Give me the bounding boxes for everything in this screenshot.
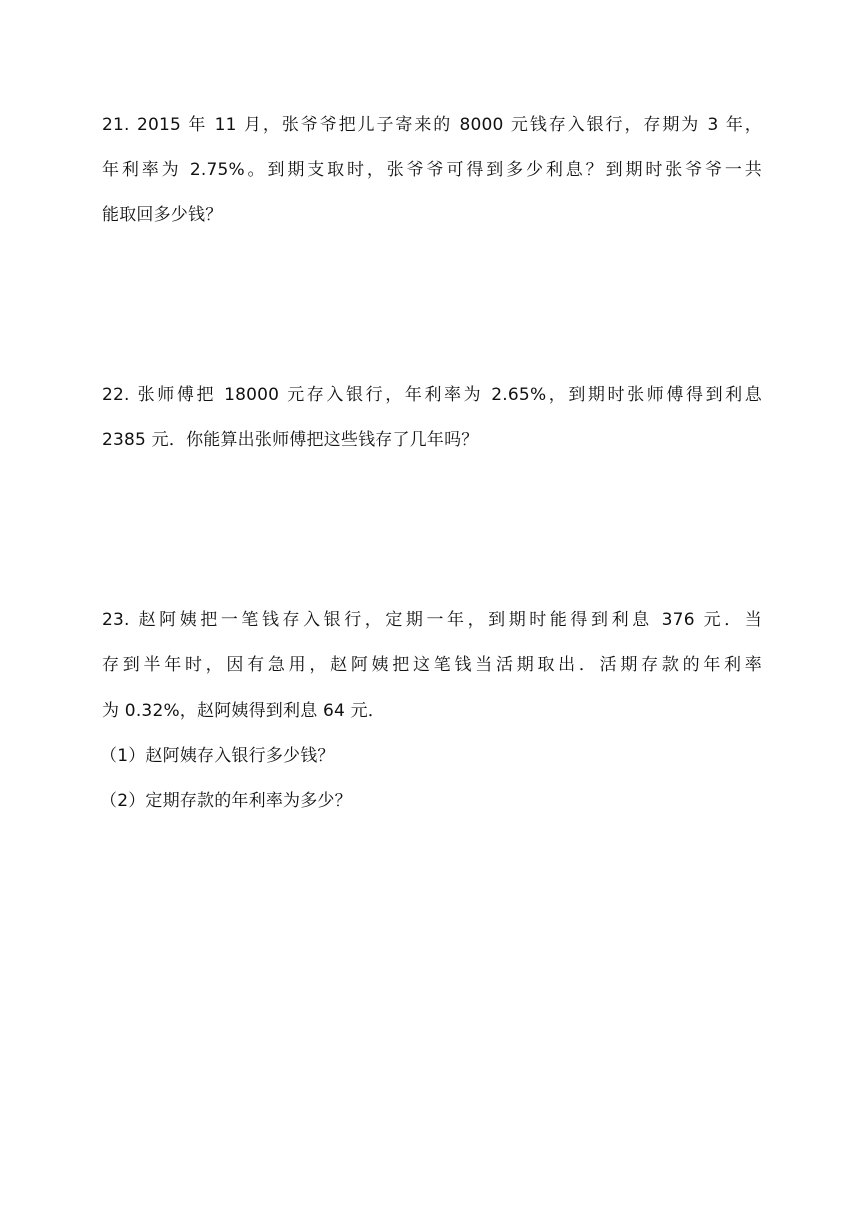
question-21-line-3: 能取回多少钱？ [102,205,223,225]
question-23-line-2: 存到半年时，因有急用，赵阿姨把这笔钱当活期取出．活期存款的年利率 [102,655,762,675]
question-23-sub-1: （1）赵阿姨存入银行多少钱？ [100,746,335,766]
question-23-line-1: 23. 赵阿姨把一笔钱存入银行，定期一年，到期时能得到利息 376 元．当 [102,610,762,630]
question-21-line-1: 21. 2015 年 11 月，张爷爷把儿子寄来的 8000 元钱存入银行，存期为 3 年， [102,115,762,135]
question-22-line-1: 22. 张师傅把 18000 元存入银行，年利率为 2.65%，到期时张师傅得到利息 [102,385,762,405]
question-23-line-3: 为 0.32%，赵阿姨得到利息 64 元． [102,701,386,721]
question-21-line-2: 年利率为 2.75%。到期支取时，张爷爷可得到多少利息？到期时张爷爷一共 [102,160,762,180]
question-22-line-2: 2385 元．你能算出张师傅把这些钱存了几年吗？ [102,430,479,450]
question-23-sub-2: （2）定期存款的年利率为多少？ [100,791,352,811]
